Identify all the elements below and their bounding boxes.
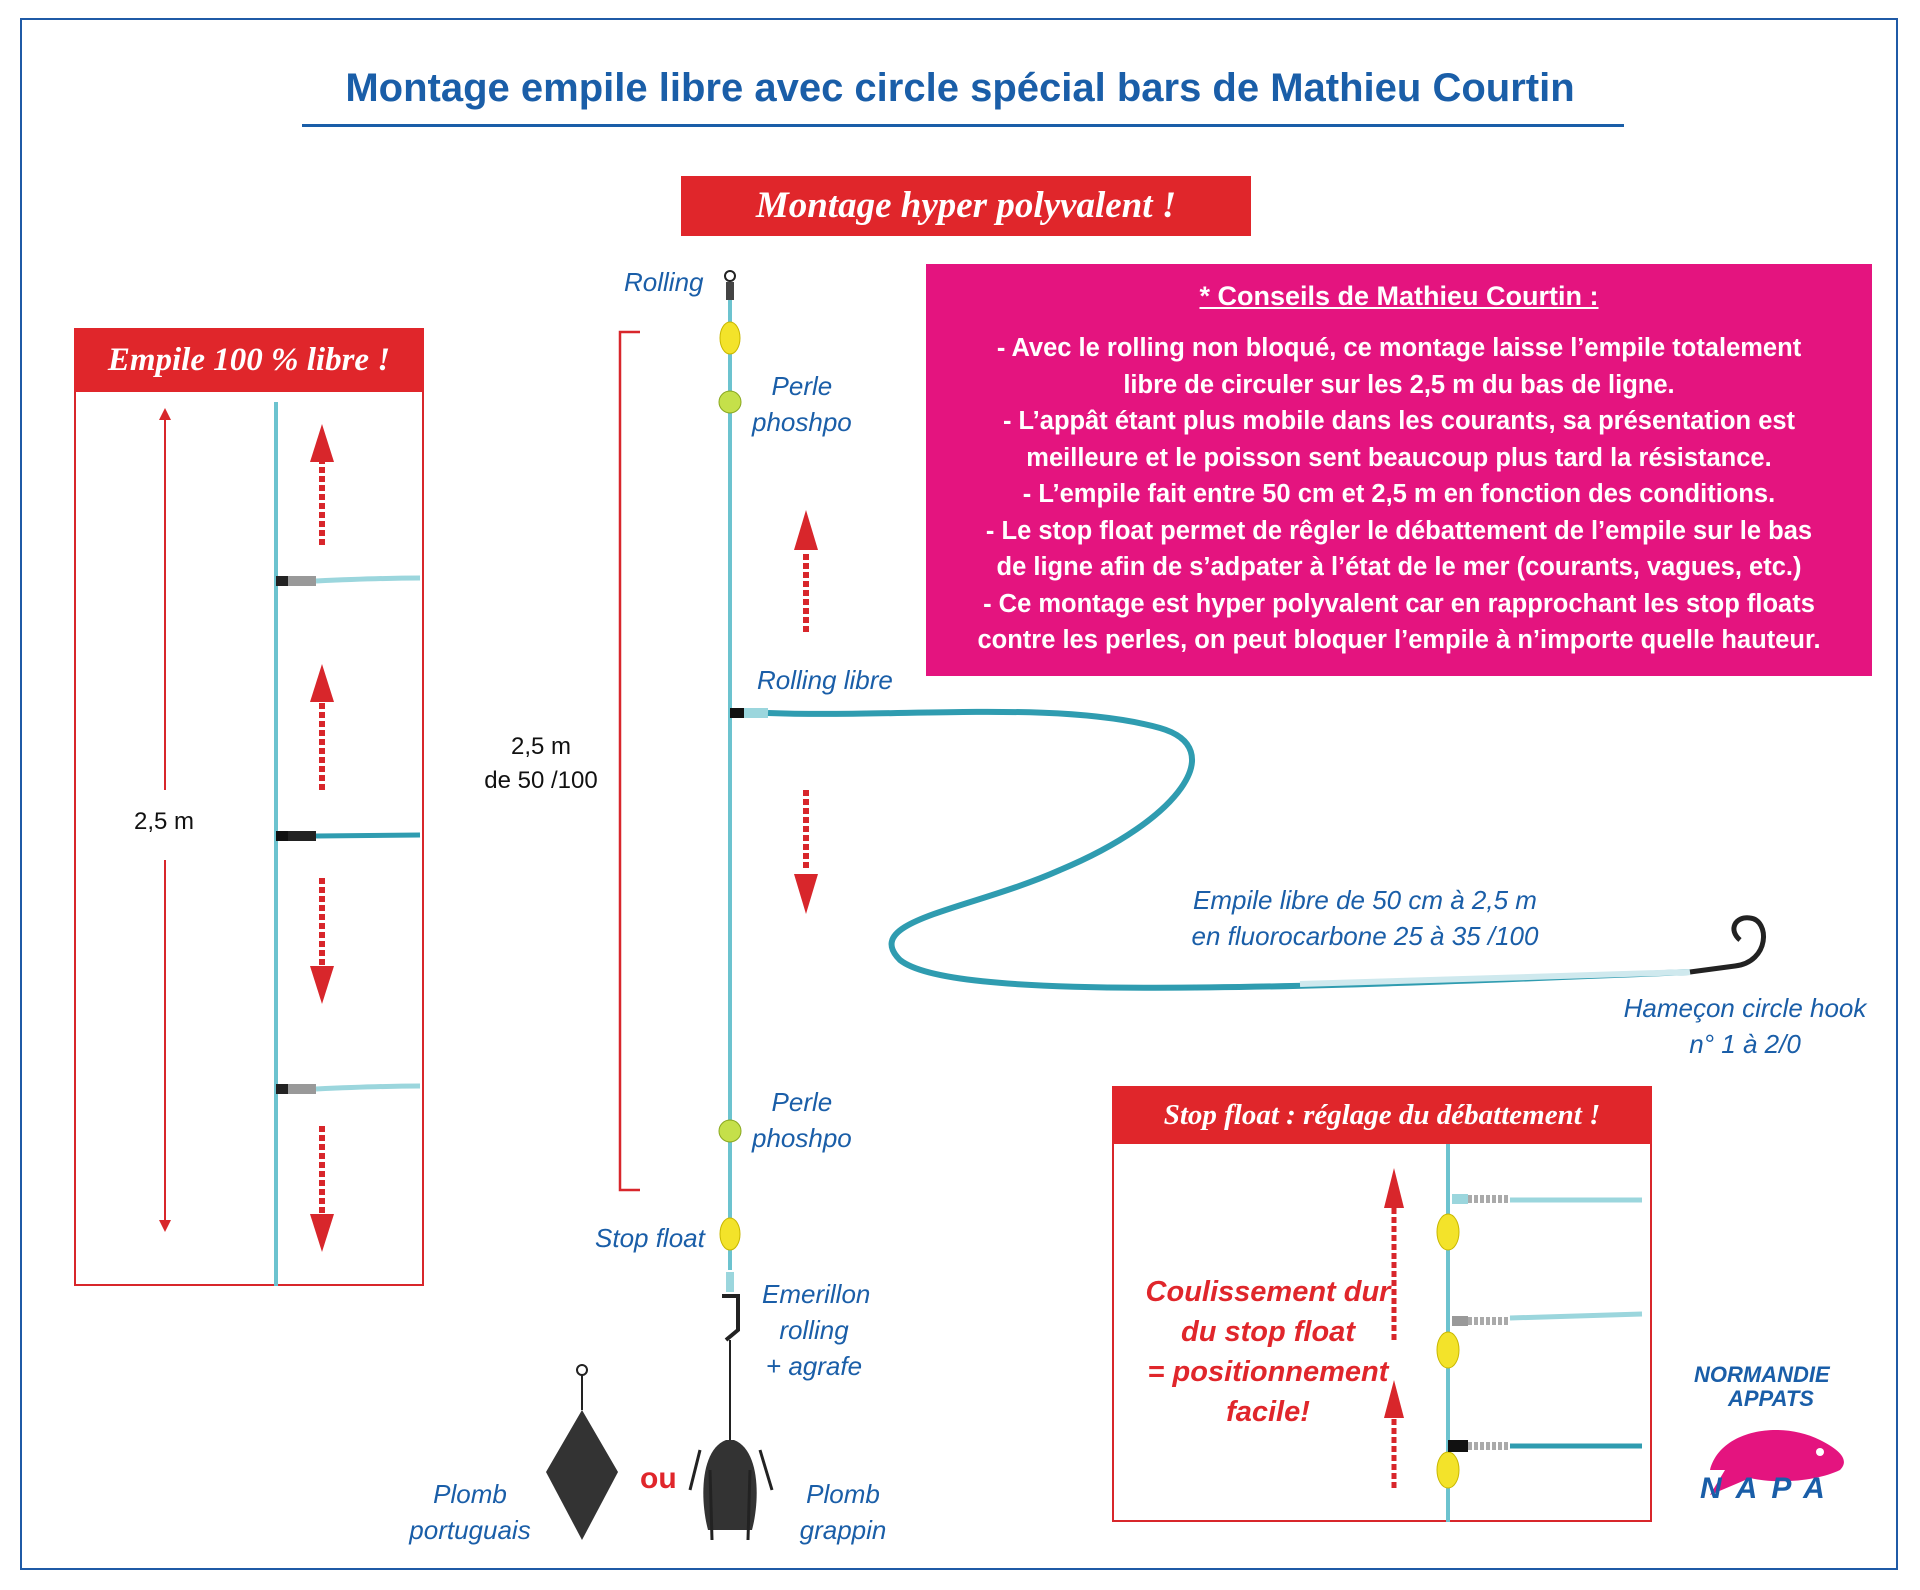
- stop-panel-arrows: [1384, 1168, 1404, 1488]
- stop-float-label: Stop float: [595, 1223, 705, 1253]
- conseils-line: - Avec le rolling non bloqué, ce montage laisse l’empile totalement: [996, 334, 1802, 362]
- conseils-line: de ligne afin de s’adpater à l’état de le mer (courants, vagues, etc.): [996, 553, 1802, 581]
- rolling-libre-swivel-icon: [730, 708, 768, 718]
- left-panel-banner: Empile 100 % libre !: [74, 328, 424, 392]
- conseils-line: - L’empile fait entre 50 cm et 2,5 m en fonction des conditions.: [1022, 480, 1776, 508]
- rig-length-bracket: [620, 332, 640, 1190]
- rig-length-line: de 50 /100: [484, 767, 598, 794]
- empile-line: en fluorocarbone 25 à 35 /100: [1191, 921, 1539, 951]
- perle-bottom-icon: [719, 1120, 741, 1142]
- stop-panel-banner: Stop float : réglage du débattement !: [1112, 1086, 1652, 1144]
- stop-text-line: du stop float: [1181, 1316, 1355, 1348]
- main-banner: Montage hyper polyvalent !: [681, 176, 1251, 236]
- logo-text: NAPA: [1700, 1472, 1839, 1505]
- emerillon-swivel-icon: [722, 1272, 738, 1440]
- plomb-grappin-line: grappin: [799, 1515, 887, 1545]
- perle-top-line: Perle: [771, 371, 833, 401]
- perle-bottom-line: phoshpo: [752, 1123, 852, 1153]
- conseils-line: - L’appât étant plus mobile dans les courants, sa présentation est: [1002, 407, 1796, 435]
- stop-text-line: Coulissement dur: [1145, 1276, 1391, 1308]
- plomb-grappin-icon: [690, 1440, 772, 1540]
- plomb-grappin-line: Plomb: [806, 1479, 880, 1509]
- circle-hook-icon: [1690, 918, 1764, 972]
- rig-length-line: 2,5 m: [510, 733, 572, 760]
- conseils-line: - Ce montage est hyper polyvalent car en rapprochant les stop floats: [983, 589, 1815, 618]
- empile-line: Empile libre de 50 cm à 2,5 m: [1193, 885, 1537, 915]
- perle-top-line: phoshpo: [752, 407, 852, 437]
- rolling-label: Rolling: [624, 267, 704, 297]
- left-length-arrow: [159, 408, 171, 1232]
- stop-text-line: facile!: [1226, 1396, 1310, 1428]
- stop-float-icon: [720, 1218, 740, 1250]
- emerillon-line: Emerillon: [762, 1279, 871, 1309]
- perle-top-icon: [719, 391, 741, 413]
- left-length-label: 2,5 m: [134, 808, 195, 835]
- conseils-line: - Le stop float permet de rêgler le débattement de l’empile sur le bas: [985, 516, 1813, 545]
- page-title: Montage empile libre avec circle spécial bars de Mathieu Courtin: [345, 66, 1575, 110]
- logo-text: NORMANDIE: [1694, 1362, 1830, 1387]
- hook-line: Hameçon circle hook: [1623, 993, 1867, 1023]
- plomb-portugais-line: portuguais: [409, 1515, 531, 1545]
- emerillon-line: rolling: [779, 1315, 849, 1345]
- conseils-line: libre de circuler sur les 2,5 m du bas de ligne.: [1123, 370, 1675, 399]
- plomb-portugais-line: Plomb: [433, 1479, 507, 1509]
- ou-label: ou: [640, 1462, 677, 1495]
- conseils-line: meilleure et le poisson sent beaucoup plus tard la résistance.: [1026, 443, 1772, 472]
- logo-text: APPATS: [1728, 1386, 1814, 1411]
- conseils-heading: * Conseils de Mathieu Courtin :: [1199, 281, 1599, 311]
- emerillon-line: + agrafe: [765, 1351, 863, 1381]
- stop-text-line: = positionnement: [1147, 1356, 1389, 1388]
- conseils-line: contre les perles, on peut bloquer l’empile à n’importe quelle hauteur.: [977, 626, 1821, 654]
- left-branches: [276, 576, 420, 1094]
- plomb-portugais-icon: [546, 1365, 618, 1540]
- perle-bottom-line: Perle: [771, 1087, 833, 1117]
- rolling-libre-label: Rolling libre: [757, 665, 893, 695]
- top-float-bead-icon: [720, 322, 740, 354]
- hook-line: n° 1 à 2/0: [1689, 1029, 1801, 1059]
- top-rolling-swivel-icon: [725, 271, 735, 300]
- empile-line: [768, 712, 1690, 988]
- stop-panel-branches: [1437, 1194, 1642, 1488]
